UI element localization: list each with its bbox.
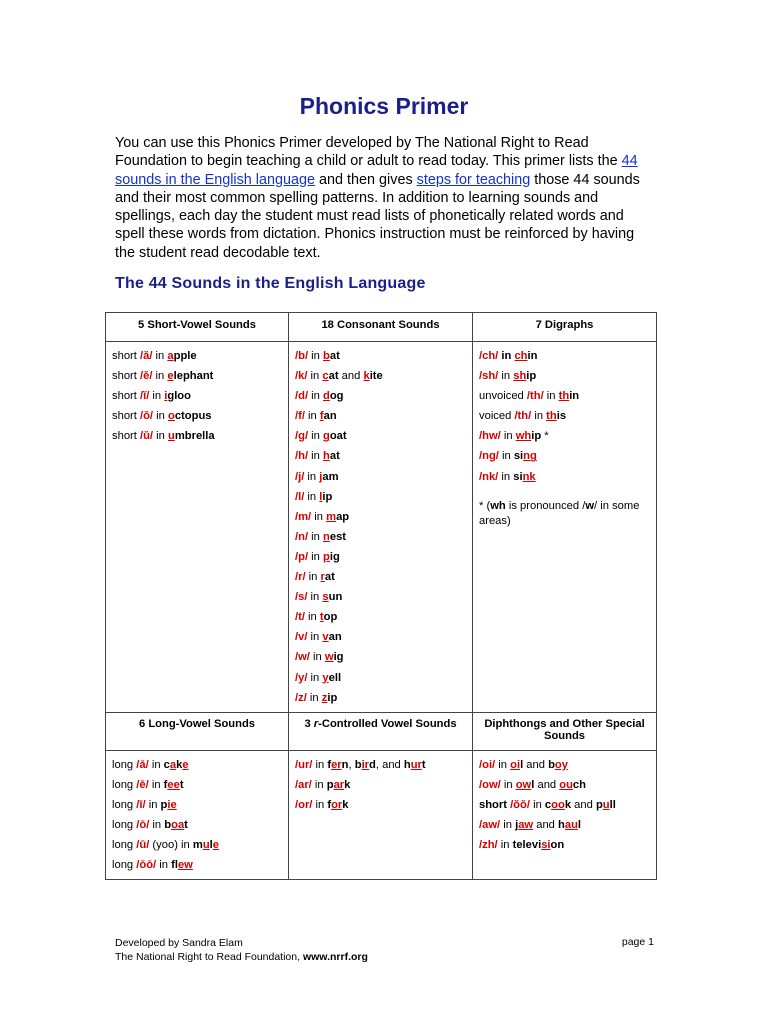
short-vowels-cell <box>106 342 289 713</box>
intro-text-1: You can use this Phonics Primer developed by The National Right to Read Foundation to begin teaching a child or adult to read today. This primer lists the <box>115 135 622 170</box>
long-vowels-cell <box>106 750 289 879</box>
list-item: /y/ in yell <box>295 671 342 684</box>
consonants-cell <box>289 342 473 713</box>
list-item: /r/ in rat <box>295 571 335 584</box>
footer-url[interactable]: www.nrrf.org <box>302 951 368 963</box>
list-item: /b/ in bat <box>295 350 340 362</box>
footer-credits <box>115 936 368 964</box>
list-item: /z/ in zip <box>295 691 338 704</box>
list-item: /oi/ in oil and boy <box>479 758 568 771</box>
sounds-table <box>105 312 657 880</box>
list-item: /ng/ in sing <box>479 450 537 463</box>
list-item: long /ō/ in boat <box>112 818 188 831</box>
page-number: page 1 <box>621 936 654 948</box>
list-item: long /ī/ in pie <box>112 798 177 811</box>
section-heading: The 44 Sounds in the English Language <box>115 275 426 292</box>
header-r-controlled: 3 r-Controlled Vowel Sounds <box>289 712 473 750</box>
list-item: short /ă/ in apple <box>112 350 197 362</box>
list-item: /m/ in map <box>295 510 350 523</box>
header-diphthongs: Diphthongs and Other Special Sounds <box>473 712 657 750</box>
list-item: /ch/ in chin <box>479 350 538 362</box>
steps-link[interactable]: steps for teaching <box>416 171 531 188</box>
list-item: long /ōō/ in flew <box>112 858 193 871</box>
list-item: short /ŭ/ in umbrella <box>112 430 215 443</box>
list-item: long /ū/ (yoo) in mule <box>112 838 219 851</box>
list-item: /zh/ in television <box>479 838 565 851</box>
list-item: /w/ in wig <box>295 651 344 664</box>
list-item: /p/ in pig <box>295 550 340 563</box>
list-item: unvoiced /th/ in thin <box>479 390 580 403</box>
footer-author: Developed by Sandra Elam <box>115 937 243 949</box>
list-item: /j/ in jam <box>295 470 339 483</box>
header-consonants: 18 Consonant Sounds <box>289 313 473 342</box>
list-item: /ow/ in owl and ouch <box>479 778 586 791</box>
list-item: voiced /th/ in this <box>479 410 567 423</box>
digraphs-cell <box>473 342 657 713</box>
list-item: /hw/ in whip * <box>479 430 549 443</box>
list-item: short /ĭ/ in igloo <box>112 390 191 403</box>
page-title: Phonics Primer <box>299 93 469 119</box>
list-item: /or/ in fork <box>295 798 349 811</box>
sounds-link[interactable]: 44 sounds in the English language <box>115 153 638 188</box>
list-item: /ar/ in park <box>295 778 351 791</box>
list-item: long /ē/ in feet <box>112 778 184 791</box>
digraph-note: * (wh is pronounced /w/ in some areas) <box>479 499 640 527</box>
list-item: /n/ in nest <box>295 530 347 543</box>
intro-paragraph <box>115 134 655 262</box>
intro-text-3: those 44 sounds and their most common spelling patterns. In addition to learning sounds and spellings, each day the student must read lists of phonetically related words and spell these words from dictation. Phonics instruction must be reinforced by having the student read decodable text. <box>115 171 640 261</box>
list-item: /f/ in fan <box>295 410 337 423</box>
list-item: /sh/ in ship <box>479 370 537 383</box>
list-item: short /ŏ/ in octopus <box>112 410 212 423</box>
list-item: /s/ in sun <box>295 591 343 604</box>
list-item: /aw/ in jaw and haul <box>479 818 582 831</box>
list-item: /t/ in top <box>295 611 338 624</box>
list-item: /d/ in dog <box>295 390 344 403</box>
list-item: /v/ in van <box>295 631 342 644</box>
list-item: short /ĕ/ in elephant <box>112 370 214 383</box>
list-item: /g/ in goat <box>295 430 347 443</box>
footer-org-name: The National Right to Read Foundation, <box>115 951 303 963</box>
intro-text-2: and then gives <box>315 171 417 188</box>
r-controlled-cell <box>289 750 473 879</box>
list-item: /h/ in hat <box>295 450 340 463</box>
list-item: /l/ in lip <box>295 490 333 503</box>
list-item: short /ŏŏ/ in cook and pull <box>479 798 616 811</box>
list-item: long /ā/ in cake <box>112 758 189 771</box>
list-item: /ur/ in fern, bird, and hurt <box>295 758 426 771</box>
list-item: /nk/ in sink <box>479 470 536 483</box>
list-item: /k/ in cat and kite <box>295 370 383 383</box>
diphthongs-cell <box>473 750 657 879</box>
header-long-vowels: 6 Long-Vowel Sounds <box>106 712 289 750</box>
header-digraphs: 7 Digraphs <box>473 313 657 342</box>
footer-org <box>115 950 368 964</box>
header-short-vowels: 5 Short-Vowel Sounds <box>106 313 289 342</box>
